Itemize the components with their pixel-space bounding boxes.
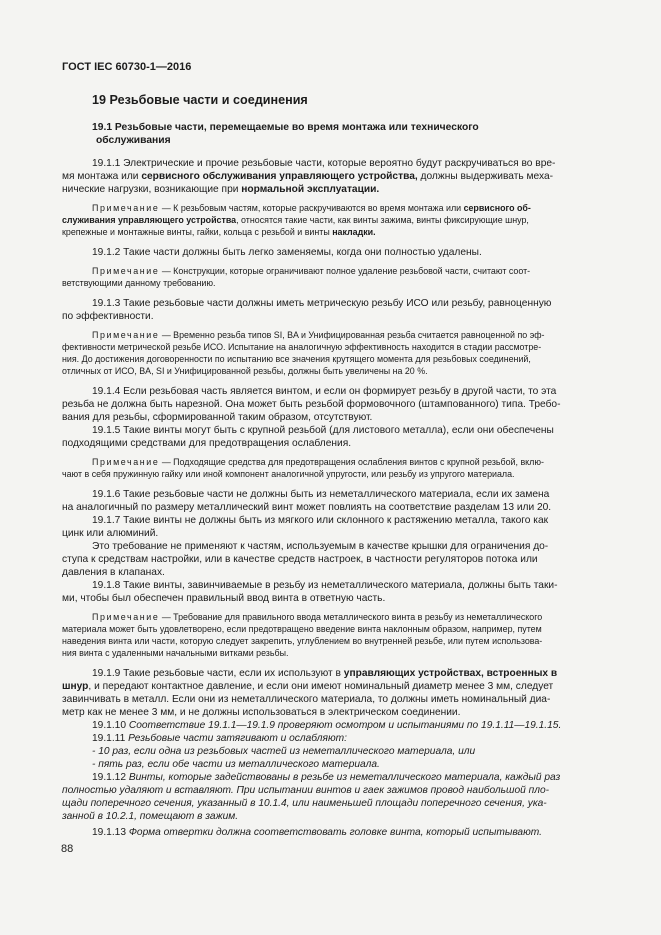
- paragraph-19-1-12-line: щади поперечного сечения, указанный в 10.1.4, или наименьшей площади поперечного сечения, ука-: [62, 798, 547, 809]
- note-5-line: Примечание — Требование для правильного ввода металлического винта в резьбу из неметаллического: [92, 612, 543, 622]
- paragraph-19-1-7-line: 19.1.7 Такие винты не должны быть из мягкого или склонного к растяжению металла, такого как: [92, 515, 549, 526]
- paragraph-19-1-9-line: 19.1.9 Такие резьбовые части, если их используют в управляющих устройствах, встроенных в: [92, 668, 558, 679]
- list-item: - 10 раз, если одна из резьбовых частей из неметаллического материала, или: [92, 746, 476, 757]
- paragraph-19-1-8-line: ми, чтобы был обеспечен правильный ввод винта в ответную часть.: [62, 593, 386, 604]
- paragraph-19-1-3-line: 19.1.3 Такие резьбовые части должны иметь метрическую резьбу ИСО или резьбу, равноценную: [92, 298, 552, 309]
- note-3-line: Примечание — Временно резьба типов SI, BA и Унифицированная резьба считается равноценной по эф-: [92, 330, 545, 340]
- note-3-line: фективности метрической резьбе ИСО. Испытание на аналогичную эффективность находится в стадии рассмотре-: [62, 342, 542, 352]
- note-label: Примечание: [92, 203, 160, 213]
- note-4-line: чают в себя пружинную гайку или иной компонент аналогичной упругости, или резьбу из упругого материала.: [62, 469, 515, 479]
- note-label: Примечание: [92, 612, 160, 622]
- paragraph-19-1-2: 19.1.2 Такие части должны быть легко заменяемы, когда они полностью удалены.: [92, 247, 482, 258]
- document-id: ГОСТ IEC 60730-1—2016: [62, 61, 192, 73]
- paragraph-exception-line: давления в клапанах.: [62, 567, 165, 578]
- paragraph-19-1-4-line: 19.1.4 Если резьбовая часть является винтом, и если он формирует резьбу в другой части, то эта: [92, 386, 557, 397]
- paragraph-19-1-8-line: 19.1.8 Такие винты, завинчиваемые в резьбу из неметаллического материала, должны быть таки-: [92, 580, 558, 591]
- paragraph-exception-line: ступа к средствам настройки, или в качестве средств настроек, в частности регуляторов потока или: [62, 554, 538, 565]
- paragraph-19-1-1-line: мя монтажа или сервисного обслуживания управляющего устройства, должны выдерживать меха-: [62, 171, 554, 182]
- note-label: Примечание: [92, 457, 160, 467]
- note-2-line: Примечание — Конструкции, которые ограничивают полное удаление резьбовой части, считают соот-: [92, 266, 531, 276]
- paragraph-19-1-1-line: нические нагрузки, возникающие при нормальной эксплуатации.: [62, 184, 380, 195]
- subsection-title-line-2: обслуживания: [96, 135, 171, 146]
- paragraph-19-1-11: 19.1.11 Резьбовые части затягивают и ослабляют:: [92, 733, 347, 744]
- note-2-line: ветствующими данному требованию.: [62, 278, 216, 288]
- note-3-line: отличных от ИСО, BA, SI и Унифицированной резьбы, должны быть увеличены на 20 %.: [62, 366, 428, 376]
- page-number: 88: [61, 843, 74, 855]
- section-title: 19 Резьбовые части и соединения: [92, 93, 308, 107]
- note-5-line: ния винта с удаленными начальными витками резьбы.: [62, 648, 289, 658]
- note-3-line: ния. До достижения договоренности по испытанию все значения крутящего момента для резьбовых соединений,: [62, 354, 531, 364]
- subsection-title-line-1: 19.1 Резьбовые части, перемещаемые во время монтажа или технического: [92, 122, 479, 133]
- paragraph-19-1-12-line: занной в 10.2.1, помещают в зажим.: [62, 811, 239, 822]
- paragraph-19-1-4-line: вания для резьбы, сформированной таким образом, отсутствуют.: [62, 412, 373, 423]
- paragraph-19-1-5-line: 19.1.5 Такие винты могут быть с крупной резьбой (для листового металла), если они обеспечены: [92, 425, 554, 436]
- paragraph-19-1-13: 19.1.13 Форма отвертки должна соответствовать головке винта, который испытывают.: [92, 827, 542, 838]
- list-item: - пять раз, если обе части из металлического материала.: [92, 759, 380, 770]
- paragraph-19-1-6-line: на аналогичный по размеру металлический винт может повлиять на соответствие разделам 13 или 20.: [62, 502, 552, 513]
- paragraph-19-1-9-line: метр как не менее 3 мм, и не должны использоваться в электрическом соединении.: [62, 707, 461, 718]
- paragraph-19-1-4-line: резьба не должна быть нарезной. Она может быть резьбой формовочного (штампованного) типа. Требо-: [62, 399, 561, 410]
- note-label: Примечание: [92, 266, 160, 276]
- note-label: Примечание: [92, 330, 160, 340]
- paragraph-19-1-9-line: завинчивать в металл. Если они из неметаллического материала, то должны иметь номинальный диа-: [62, 694, 551, 705]
- term-normal-use: нормальной эксплуатации.: [241, 184, 380, 195]
- paragraph-19-1-5-line: подходящими средствами для предотвращения ослабления.: [62, 438, 352, 449]
- paragraph-19-1-12-line: полностью удаляют и вставляют. При испытании винтов и гаек зажимов провод наибольшой пло-: [62, 785, 550, 796]
- paragraph-19-1-12-line: 19.1.12 Винты, которые задействованы в резьбе из неметаллического материала, каждый раз: [92, 772, 561, 783]
- paragraph-19-1-1-line: 19.1.1 Электрические и прочие резьбовые части, которые вероятно будут раскручиваться во вре-: [92, 158, 556, 169]
- paragraph-19-1-6-line: 19.1.6 Такие резьбовые части не должны быть из неметаллического материала, если их замена: [92, 489, 550, 500]
- term-service: сервисного обслуживания управляющего устройства,: [141, 171, 418, 182]
- note-5-line: наведения винта или части, которую следует закрепить, углублением во внутренней резьбе, или путем использова-: [62, 636, 543, 646]
- paragraph-19-1-10: 19.1.10 Соответствие 19.1.1—19.1.9 проверяют осмотром и испытаниями по 19.1.11—19.1.15.: [92, 720, 562, 731]
- note-4-line: Примечание — Подходящие средства для предотвращения ослабления винтов с крупной резьбой, вклю-: [92, 457, 544, 467]
- paragraph-19-1-3-line: по эффективности.: [62, 311, 154, 322]
- note-1-line: Примечание — К резьбовым частям, которые раскручиваются во время монтажа или сервисного об-: [92, 203, 531, 213]
- note-1-line: крепежные и монтажные винты, гайки, кольца с резьбой и винты накладки.: [62, 227, 376, 237]
- note-5-line: материала может быть удовлетворено, если предотвращено введение винта наклонным образом, например, путем: [62, 624, 542, 634]
- paragraph-19-1-7-line: цинк или алюминий.: [62, 528, 159, 539]
- paragraph-19-1-9-line: шнур, и передают контактное давление, и если они имеют номинальный диаметр менее 3 мм, следует: [62, 681, 554, 692]
- note-1-line: служивания управляющего устройства, относятся такие части, как винты зажима, винты фиксирующие шнур,: [62, 215, 529, 225]
- paragraph-exception-line: Это требование не применяют к частям, используемым в качестве крышки для ограничения до-: [92, 541, 549, 552]
